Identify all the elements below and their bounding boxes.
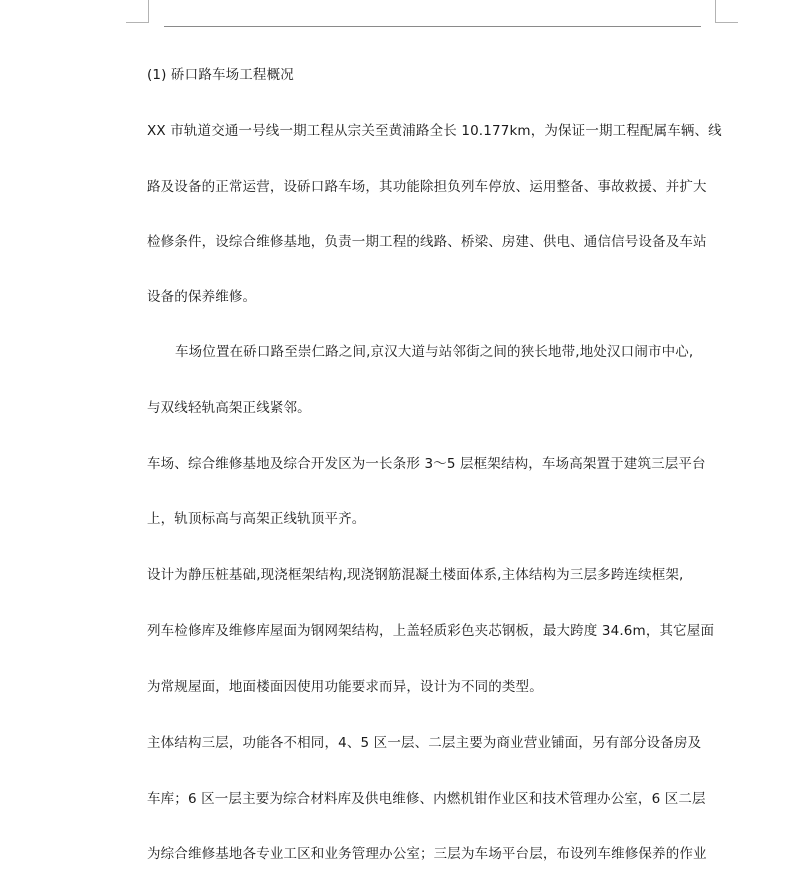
- paragraph-line: 车场位置在硚口路至崇仁路之间,京汉大道与站邻街之间的狭长地带,地处汉口闹市中心,: [175, 344, 694, 360]
- paragraph-line: 检修条件，设综合维修基地，负责一期工程的线路、桥梁、房建、供电、通信信号设备及车站: [147, 234, 707, 250]
- paragraph-line: 设备的保养维修。: [147, 289, 257, 305]
- paragraph-line: 车场、综合维修基地及综合开发区为一长条形 3～5 层框架结构，车场高架置于建筑三层平台: [147, 456, 706, 472]
- paragraph-line: 与双线轻轨高架正线紧邻。: [147, 400, 311, 416]
- paragraph-line: 车库；6 区一层主要为综合材料库及供电维修、内燃机钳作业区和技术管理办公室，6 区二层: [147, 791, 706, 807]
- paragraph-line: 路及设备的正常运营，设硚口路车场，其功能除担负列车停放、运用整备、事故救援、并扩大: [147, 179, 707, 195]
- header-rule: [164, 26, 701, 27]
- top-right-crop-mark: [715, 0, 738, 23]
- paragraph-line: 上，轨顶标高与高架正线轨顶平齐。: [147, 511, 366, 527]
- section-heading: (1) 硚口路车场工程概况: [147, 67, 294, 83]
- paragraph-line: 设计为静压桩基础,现浇框架结构,现浇钢筋混凝土楼面体系,主体结构为三层多跨连续框架,: [147, 567, 684, 583]
- top-left-crop-mark: [126, 0, 149, 23]
- paragraph-line: 为常规屋面，地面楼面因使用功能要求而异，设计为不同的类型。: [147, 679, 543, 695]
- paragraph-line: 列车检修库及维修库屋面为钢网架结构，上盖轻质彩色夹芯钢板，最大跨度 34.6m，其它屋面: [147, 623, 715, 639]
- paragraph-line: 为综合维修基地各专业工区和业务管理办公室；三层为车场平台层，布设列车维修保养的作业: [147, 846, 707, 862]
- paragraph-line: 主体结构三层，功能各不相同，4、5 区一层、二层主要为商业营业铺面，另有部分设备房及: [147, 735, 702, 751]
- paragraph-line: XX 市轨道交通一号线一期工程从宗关至黄浦路全长 10.177km，为保证一期工程配属车辆、线: [147, 123, 722, 139]
